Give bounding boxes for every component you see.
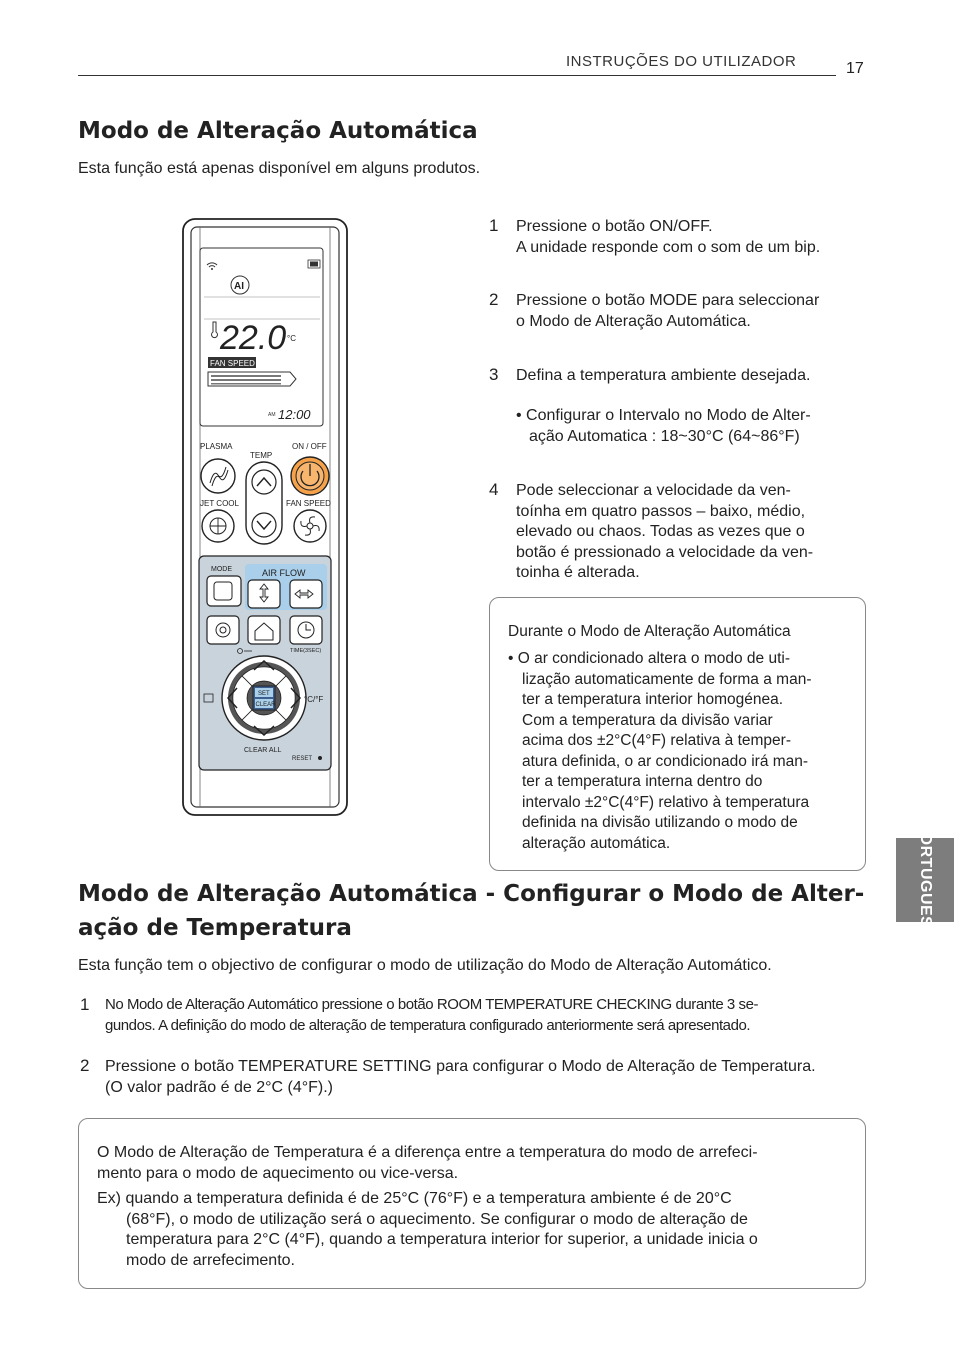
step-1-line: Pressione o botão ON/OFF. — [516, 218, 713, 235]
note-line: intervalo ±2°C(4°F) relativo à temperatura — [522, 793, 810, 811]
ai-label: AI — [234, 281, 244, 292]
step-4-number: 4 — [489, 480, 499, 499]
display-temperature: 22.0 — [220, 319, 287, 357]
note-line: • O ar condicionado altera o modo de uti- — [508, 650, 791, 667]
note-line: acima dos ±2°C(4°F) relativa à temper- — [522, 732, 791, 749]
info-box-line: mento para o modo de aquecimento ou vice-versa. — [97, 1164, 459, 1182]
reset-label: RESET — [292, 756, 313, 762]
note-line: Com a temperatura da divisão variar — [522, 711, 773, 729]
s2-step-2-line: (O valor padrão é de 2°C (4°F).) — [105, 1078, 333, 1096]
s2-step-1-line: gundos. A definição do modo de alteração de temperatura configurado anteriormente será apresentado. — [105, 1016, 751, 1034]
note-title: Durante o Modo de Alteração Automática — [508, 623, 791, 640]
fan-speed-display-label: FAN SPEED — [210, 359, 255, 368]
step-4-line: botão é pressionado a velocidade da ven- — [516, 543, 814, 561]
page-number: 17 — [846, 60, 864, 77]
clear-label: CLEAR — [255, 702, 276, 708]
step-4-text — [516, 481, 813, 584]
step-2-line: o Modo de Alteração Automática. — [516, 312, 751, 330]
clear-all-label: CLEAR ALL — [244, 747, 282, 754]
s2-step-2-text — [105, 1057, 816, 1098]
note-line: ter a temperatura interna dentro do — [522, 773, 763, 790]
range-bullet-line: • Configurar o Intervalo no Modo de Alter- — [516, 407, 811, 424]
step-2-line: Pressione o botão MODE para seleccionar — [516, 292, 820, 309]
header-rule — [78, 75, 836, 76]
step-3-text: Defina a temperatura ambiente desejada. — [516, 367, 811, 384]
step-4-line: elevado ou chaos. Todas as vezes que o — [516, 523, 805, 540]
note-line: lização automaticamente de forma a man- — [522, 670, 812, 688]
language-tab-label: PORTUGUESE — [917, 821, 934, 939]
info-box-example-line: Ex) quando a temperatura definida é de 25°C (76°F) e a temperatura ambiente é de 20°C — [97, 1190, 732, 1207]
note-line: ter a temperatura interior homogénea. — [522, 691, 784, 708]
on-off-label: ON / OFF — [292, 442, 327, 451]
section1-intro: Esta função está apenas disponível em alguns produtos. — [78, 160, 481, 177]
temp-up-button — [252, 470, 276, 494]
step-2-number: 2 — [489, 290, 499, 309]
timer-label: TIME(3SEC) — [290, 648, 322, 654]
note-line: alteração automática. — [522, 834, 671, 852]
reset-button — [318, 756, 322, 760]
step-1-text — [516, 217, 820, 258]
note-line: atura definida, o ar condicionado irá man- — [522, 752, 809, 770]
remote-control-illustration — [182, 218, 348, 816]
temp-label: TEMP — [250, 451, 273, 460]
s2-step-2-line: Pressione o botão TEMPERATURE SETTING para configurar o Modo de Alteração de Temperatura. — [105, 1058, 816, 1075]
step-1-number: 1 — [489, 216, 499, 235]
info-box-example-line: temperatura para 2°C (4°F), quando a temperatura interior for superior, a unidade inicia o — [126, 1231, 758, 1248]
display-clock: 12:00 — [278, 407, 311, 422]
step-3-number: 3 — [489, 365, 499, 384]
step-4-line: toínha em quatro passos – baixo, médio, — [516, 502, 806, 520]
section2-title-line1: Modo de Alteração Automática - Configurar o Modo de Alter- — [78, 881, 865, 907]
info-box-definition — [97, 1143, 758, 1184]
info-box-example-line: (68°F), o modo de utilização será o aquecimento. Se configurar o modo de alteração de — [126, 1210, 748, 1228]
fan-speed-label: FAN SPEED — [286, 499, 331, 508]
plasma-label: PLASMA — [200, 442, 233, 451]
celsius-fahrenheit-label: °C/°F — [304, 695, 324, 704]
info-box-example-line: modo de arrefecimento. — [126, 1251, 295, 1269]
set-label: SET — [258, 691, 270, 697]
section2-title-line2: ação de Temperatura — [78, 915, 352, 941]
section1-title: Modo de Alteração Automática — [78, 118, 478, 144]
s2-step-1-line: No Modo de Alteração Automático pressione o botão ROOM TEMPERATURE CHECKING durante 3 se- — [105, 996, 759, 1013]
mode-label: MODE — [211, 566, 232, 573]
info-box-example — [97, 1189, 758, 1271]
temp-down-button — [252, 513, 276, 537]
am-label: AM — [268, 412, 276, 418]
range-bullet — [516, 406, 811, 447]
step-2-text — [516, 291, 819, 332]
step-4-line: Pode seleccionar a velocidade da ven- — [516, 482, 791, 499]
language-tab — [896, 821, 954, 939]
range-bullet-line: ação Automatica : 18~30°C (64~86°F) — [529, 427, 800, 445]
settings-button — [207, 616, 239, 644]
s2-step-1-number: 1 — [80, 995, 90, 1014]
note-line: definida na divisão utilizando o modo de — [522, 814, 798, 831]
s2-step-1-text — [105, 995, 758, 1036]
jet-cool-label: JET COOL — [200, 499, 239, 508]
header-title: INSTRUÇÕES DO UTILIZADOR — [566, 53, 797, 70]
note-text — [508, 649, 811, 854]
mode-button — [207, 576, 241, 606]
fan-speed-button — [294, 510, 326, 542]
step-4-line: toinha é alterada. — [516, 564, 640, 581]
air-flow-label: AIR FLOW — [262, 568, 306, 578]
s2-step-2-number: 2 — [80, 1056, 90, 1075]
section2-intro: Esta função tem o objectivo de configurar o modo de utilização do Modo de Alteração Automático. — [78, 957, 772, 974]
step-1-line: A unidade responde com o som de um bip. — [516, 238, 821, 256]
display-unit: °C — [287, 334, 296, 343]
info-box-line: O Modo de Alteração de Temperatura é a diferença entre a temperatura do modo de arrefeci- — [97, 1144, 758, 1161]
